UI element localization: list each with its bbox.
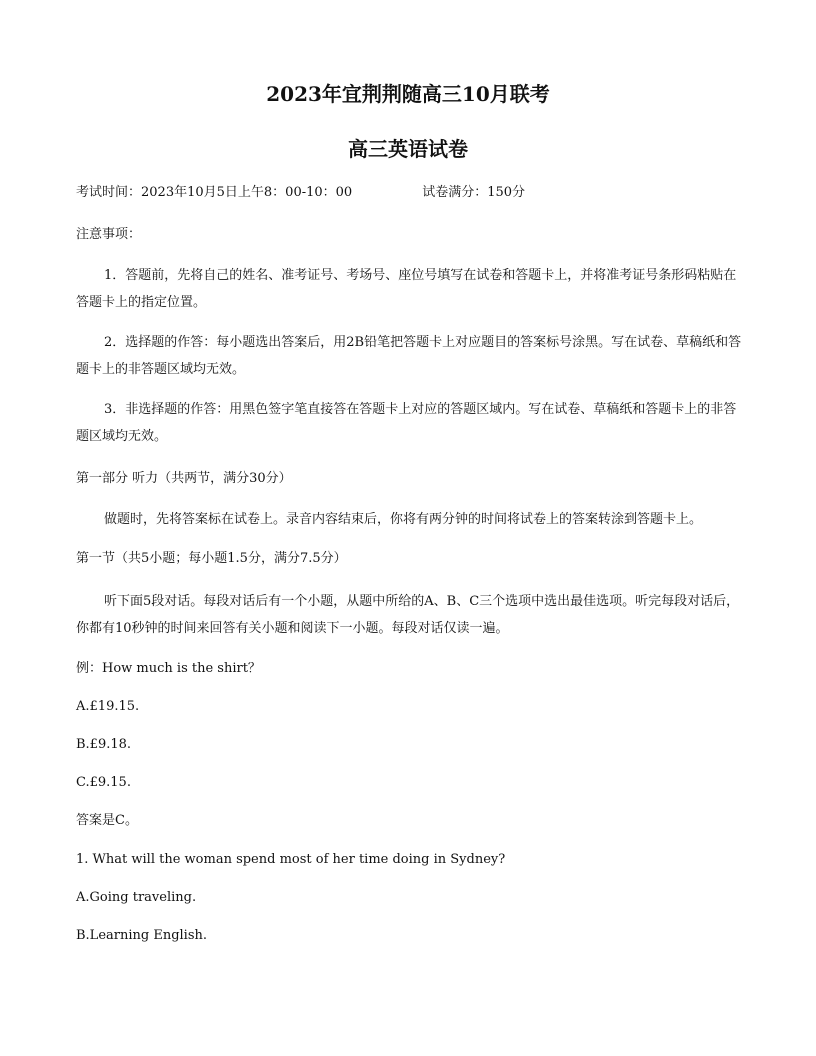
part1-instruction: 做题时，先将答案标在试卷上。录音内容结束后，你将有两分钟的时间将试卷上的答案转涂到答题卡上。 [104, 512, 703, 527]
example-option-b: B.£9.18. [76, 737, 132, 752]
section1-heading: 第一节（共5小题；每小题1.5分，满分7.5分） [76, 551, 347, 566]
exam-title: 2023年宜荆荆随高三10月联考 [266, 82, 550, 106]
part1-heading: 第一部分 听力（共两节，满分30分） [76, 471, 292, 486]
note-item-3: 3．非选择题的作答：用黑色签字笔直接答在答题卡上对应的答题区域内。写在试卷、草稿纸和答题卡上的非答题区域均无效。 [76, 402, 737, 444]
example-question: 例：How much is the shirt？ [76, 661, 261, 676]
example-option-a: A.£19.15. [76, 699, 140, 714]
exam-info-line [76, 180, 756, 206]
section1-instruction: 听下面5段对话。每段对话后有一个小题，从题中所给的A、B、C三个选项中选出最佳选项。听完每段对话后，你都有10秒钟的时间来回答有关小题和阅读下一小题。每段对话仅读一遍。 [76, 594, 740, 636]
note-item-2: 2．选择题的作答：每小题选出答案后，用2B铅笔把答题卡上对应题目的答案标号涂黑。写在试卷、草稿纸和答题卡上的非答题区域均无效。 [76, 335, 742, 377]
paper-title: 高三英语试卷 [348, 137, 468, 161]
example-option-c: C.£9.15. [76, 775, 131, 790]
full-score: 试卷满分：150分 [422, 185, 526, 200]
question1-option-b: B.Learning English. [76, 928, 208, 943]
note-item-1: 1．答题前，先将自己的姓名、准考证号、考场号、座位号填写在试卷和答题卡上，并将准考证号条形码粘贴在答题卡上的指定位置。 [76, 268, 737, 310]
exam-time: 考试时间：2023年10月5日上午8：00-10：00 [76, 185, 353, 200]
question1-option-a: A.Going traveling. [76, 890, 197, 905]
question1-text: 1. What will the woman spend most of her time doing in Sydney? [76, 852, 506, 867]
example-answer: 答案是C。 [76, 813, 138, 828]
notes-heading: 注意事项： [76, 227, 142, 242]
